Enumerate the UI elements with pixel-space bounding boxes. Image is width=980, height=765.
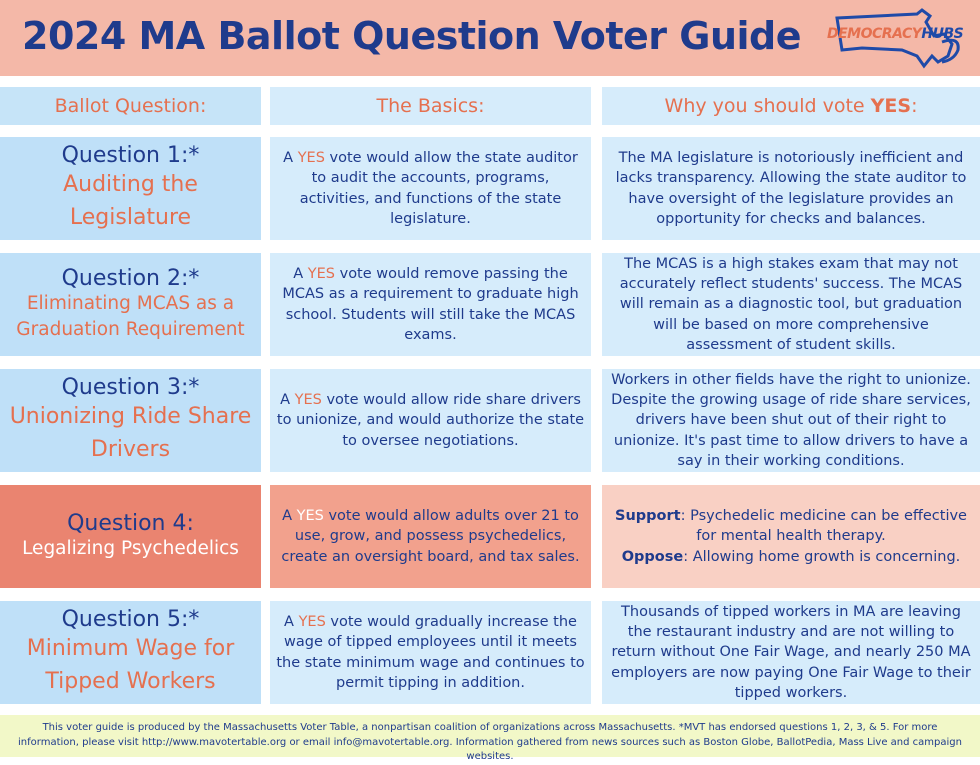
- colon: :: [911, 95, 918, 117]
- column-header-ballot-question: Ballot Question:: [0, 87, 261, 125]
- support-body: : Psychedelic medicine can be effective for mental health therapy.: [680, 508, 967, 545]
- oppose-text: [622, 547, 961, 567]
- footer-note: This voter guide is produced by the Massachusetts Voter Table, a nonpartisan coalition of organizations across Massachusetts. *MVT has endorsed questions 1, 2, 3, & 5. For more information, please visit http://www.mavotertable.org or email info@mavotertable.org. Information gathered from news sources such as Boston Globe, BallotPedia, Mass Live and campaign websites.: [0, 715, 980, 757]
- oppose-label: Oppose: [621, 548, 684, 565]
- basics-cell: [270, 253, 591, 356]
- question-cell: [0, 485, 261, 588]
- column-header-why-yes: [602, 87, 980, 125]
- basics-text: [276, 264, 585, 345]
- question-number: Question 4:: [67, 511, 194, 537]
- why-label: Why you should vote: [664, 95, 871, 117]
- question-number: Question 1:*: [61, 143, 200, 168]
- question-title: Minimum Wage for Tipped Workers: [26, 636, 235, 694]
- oppose-body: : Allowing home growth is concerning.: [683, 548, 961, 565]
- why-text: The MA legislature is notoriously inefficient and lacks transparency. Allowing the state auditor to have oversight of the legislature provides an opportunity for checks and balances.: [615, 149, 967, 227]
- header: [0, 0, 980, 76]
- why-text: Workers in other fields have the right to unionize. Despite the growing usage of ride share services, drivers have been shut out of their right to unionize. It's past time to allow drivers to have a say in their working conditions.: [611, 371, 971, 469]
- basics-text: [276, 148, 585, 229]
- question-number: Question 3:*: [61, 375, 200, 400]
- basics-body: vote would gradually increase the wage of tipped employees until it meets the state minimum wage and continues to permit tipping in addition.: [276, 613, 585, 691]
- basics-prefix: A: [293, 265, 308, 282]
- yes-highlight: YES: [296, 508, 324, 525]
- question-cell: [0, 137, 261, 240]
- support-text: [608, 506, 974, 547]
- basics-prefix: A: [282, 508, 297, 525]
- why-cell: [602, 601, 980, 704]
- yes-highlight: YES: [307, 265, 335, 282]
- question-title: Legalizing Psychedelics: [22, 538, 239, 560]
- basics-prefix: A: [283, 149, 298, 166]
- question-cell: [0, 601, 261, 704]
- question-cell: [0, 369, 261, 472]
- question-title: Auditing the Legislature: [63, 172, 198, 230]
- yes-highlight: YES: [297, 149, 325, 166]
- question-title: Unionizing Ride Share Drivers: [9, 404, 252, 462]
- basics-text: [276, 390, 585, 451]
- basics-body: vote would remove passing the MCAS as a requirement to graduate high school. Students will still take the MCAS exams.: [282, 265, 579, 343]
- basics-cell: [270, 369, 591, 472]
- yes-highlight: YES: [294, 392, 322, 409]
- yes-label: YES: [870, 95, 912, 117]
- basics-text: [276, 612, 585, 693]
- logo-text-hubs: HUBS: [921, 26, 964, 42]
- basics-prefix: A: [284, 613, 299, 630]
- why-text: The MCAS is a high stakes exam that may not accurately reflect students' success. The MCAS will remain as a diagnostic tool, but graduation will be based on more comprehensive assessment of student skills.: [619, 255, 963, 353]
- democracy-hubs-logo: [822, 6, 972, 72]
- basics-cell: [270, 485, 591, 588]
- page-title: 2024 MA Ballot Question Voter Guide: [22, 14, 802, 58]
- basics-prefix: A: [280, 392, 295, 409]
- question-number: Question 2:*: [61, 266, 200, 292]
- why-text: Thousands of tipped workers in MA are leaving the restaurant industry and are not willing to return without One Fair Wage, and nearly 250 MA employers are now paying One Fair Wage to their tipped workers.: [611, 603, 971, 701]
- question-title: Eliminating MCAS as a Graduation Requirement: [16, 293, 245, 340]
- basics-cell: [270, 137, 591, 240]
- support-label: Support: [615, 508, 681, 525]
- logo-text-democracy: DEMOCRACY: [827, 26, 922, 42]
- basics-text: [276, 506, 585, 567]
- basics-cell: [270, 601, 591, 704]
- question-cell: [0, 253, 261, 356]
- why-cell: [602, 137, 980, 240]
- why-cell: [602, 485, 980, 588]
- yes-highlight: YES: [298, 613, 326, 630]
- column-header-basics: The Basics:: [270, 87, 591, 125]
- why-cell: [602, 253, 980, 356]
- basics-body: vote would allow the state auditor to audit the accounts, programs, activities, and functions of the state legislature.: [299, 149, 578, 227]
- why-cell: [602, 369, 980, 472]
- basics-body: vote would allow adults over 21 to use, grow, and possess psychedelics, create an oversight board, and tax sales.: [281, 508, 580, 565]
- basics-body: vote would allow ride share drivers to unionize, and would authorize the state to oversee negotiations.: [276, 392, 585, 449]
- question-number: Question 5:*: [61, 607, 200, 632]
